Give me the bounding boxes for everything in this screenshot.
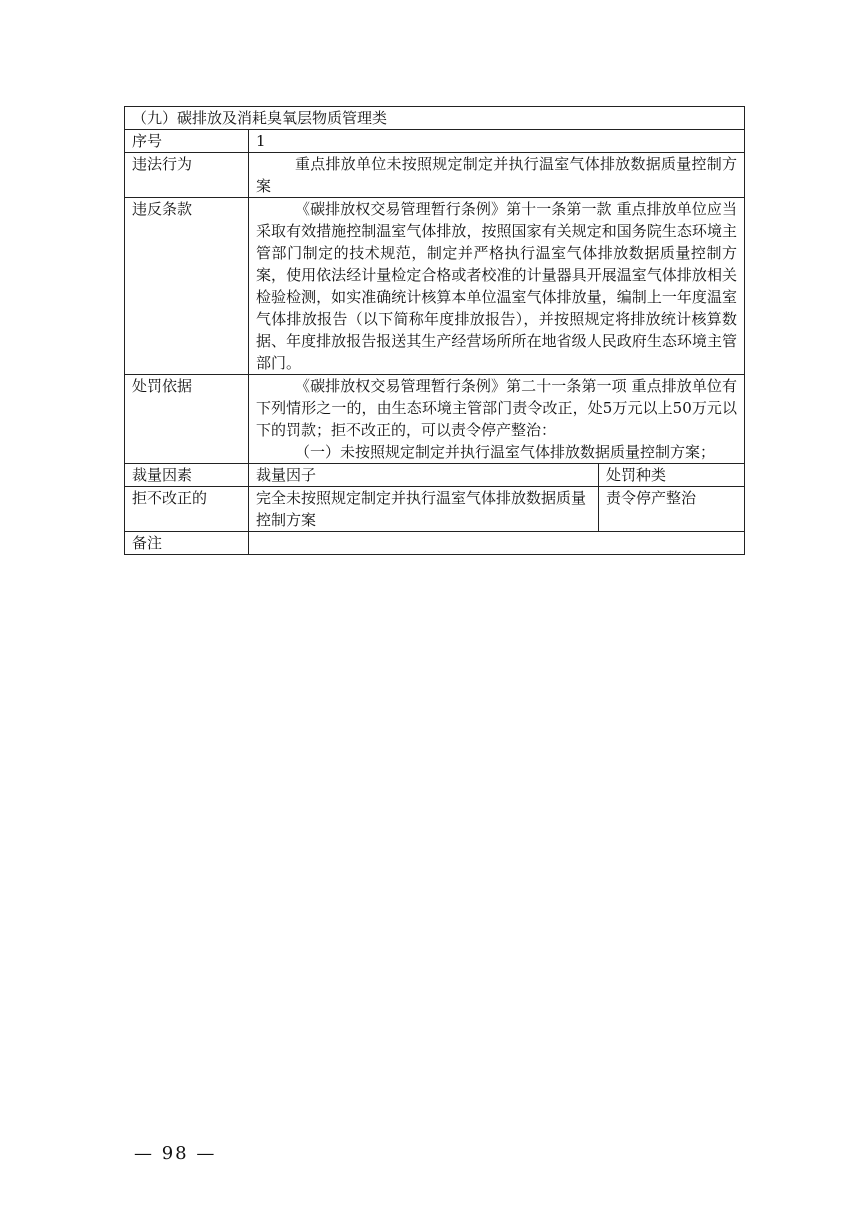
violated-clause-row	[125, 198, 745, 375]
discretion-factor-header: 裁量因子	[249, 464, 599, 487]
penalty-basis-value	[249, 375, 745, 464]
section-title-row	[125, 107, 745, 130]
discretion-header-row	[125, 464, 745, 487]
serial-row	[125, 130, 745, 153]
violation-label: 违法行为	[125, 153, 249, 198]
penalty-type-header: 处罚种类	[599, 464, 745, 487]
refusal-penalty-type: 责令停产整治	[599, 487, 745, 532]
refusal-row	[125, 487, 745, 532]
serial-label: 序号	[125, 130, 249, 153]
penalty-basis-row	[125, 375, 745, 464]
regulation-table	[124, 106, 745, 555]
page-number: — 98 —	[134, 1143, 217, 1164]
refusal-factor: 完全未按照规定制定并执行温室气体排放数据质量控制方案	[249, 487, 599, 532]
violated-clause-value: 《碳排放权交易管理暂行条例》第十一条第一款 重点排放单位应当采取有效措施控制温室气体排放，按照国家有关规定和国务院生态环境主管部门制定的技术规范，制定并严格执行温室气体排放数据质量控制方案，使用依法经计量检定合格或者校准的计量器具开展温室气体排放相关检验检测，如实准确统计核算本单位温室气体排放量，编制上一年度温室气体排放报告（以下简称年度排放报告），并按照规定将排放统计核算数据、年度排放报告报送其生产经营场所所在地省级人民政府生态环境主管部门。	[249, 198, 745, 375]
remarks-label: 备注	[125, 532, 249, 555]
refusal-label: 拒不改正的	[125, 487, 249, 532]
remarks-value	[249, 532, 745, 555]
section-title: （九）碳排放及消耗臭氧层物质管理类	[125, 107, 745, 130]
serial-value: 1	[249, 130, 745, 153]
discretion-factors-label: 裁量因素	[125, 464, 249, 487]
violation-row	[125, 153, 745, 198]
violation-value: 重点排放单位未按照规定制定并执行温室气体排放数据质量控制方案	[249, 153, 745, 198]
violated-clause-label: 违反条款	[125, 198, 249, 375]
penalty-basis-label: 处罚依据	[125, 375, 249, 464]
remarks-row	[125, 532, 745, 555]
penalty-basis-paragraph-1: 《碳排放权交易管理暂行条例》第二十一条第一项 重点排放单位有下列情形之一的，由生态环境主管部门责令改正，处5万元以上50万元以下的罚款；拒不改正的，可以责令停产整治：	[256, 377, 737, 439]
penalty-basis-paragraph-2: （一）未按照规定制定并执行温室气体排放数据质量控制方案；	[295, 443, 716, 461]
